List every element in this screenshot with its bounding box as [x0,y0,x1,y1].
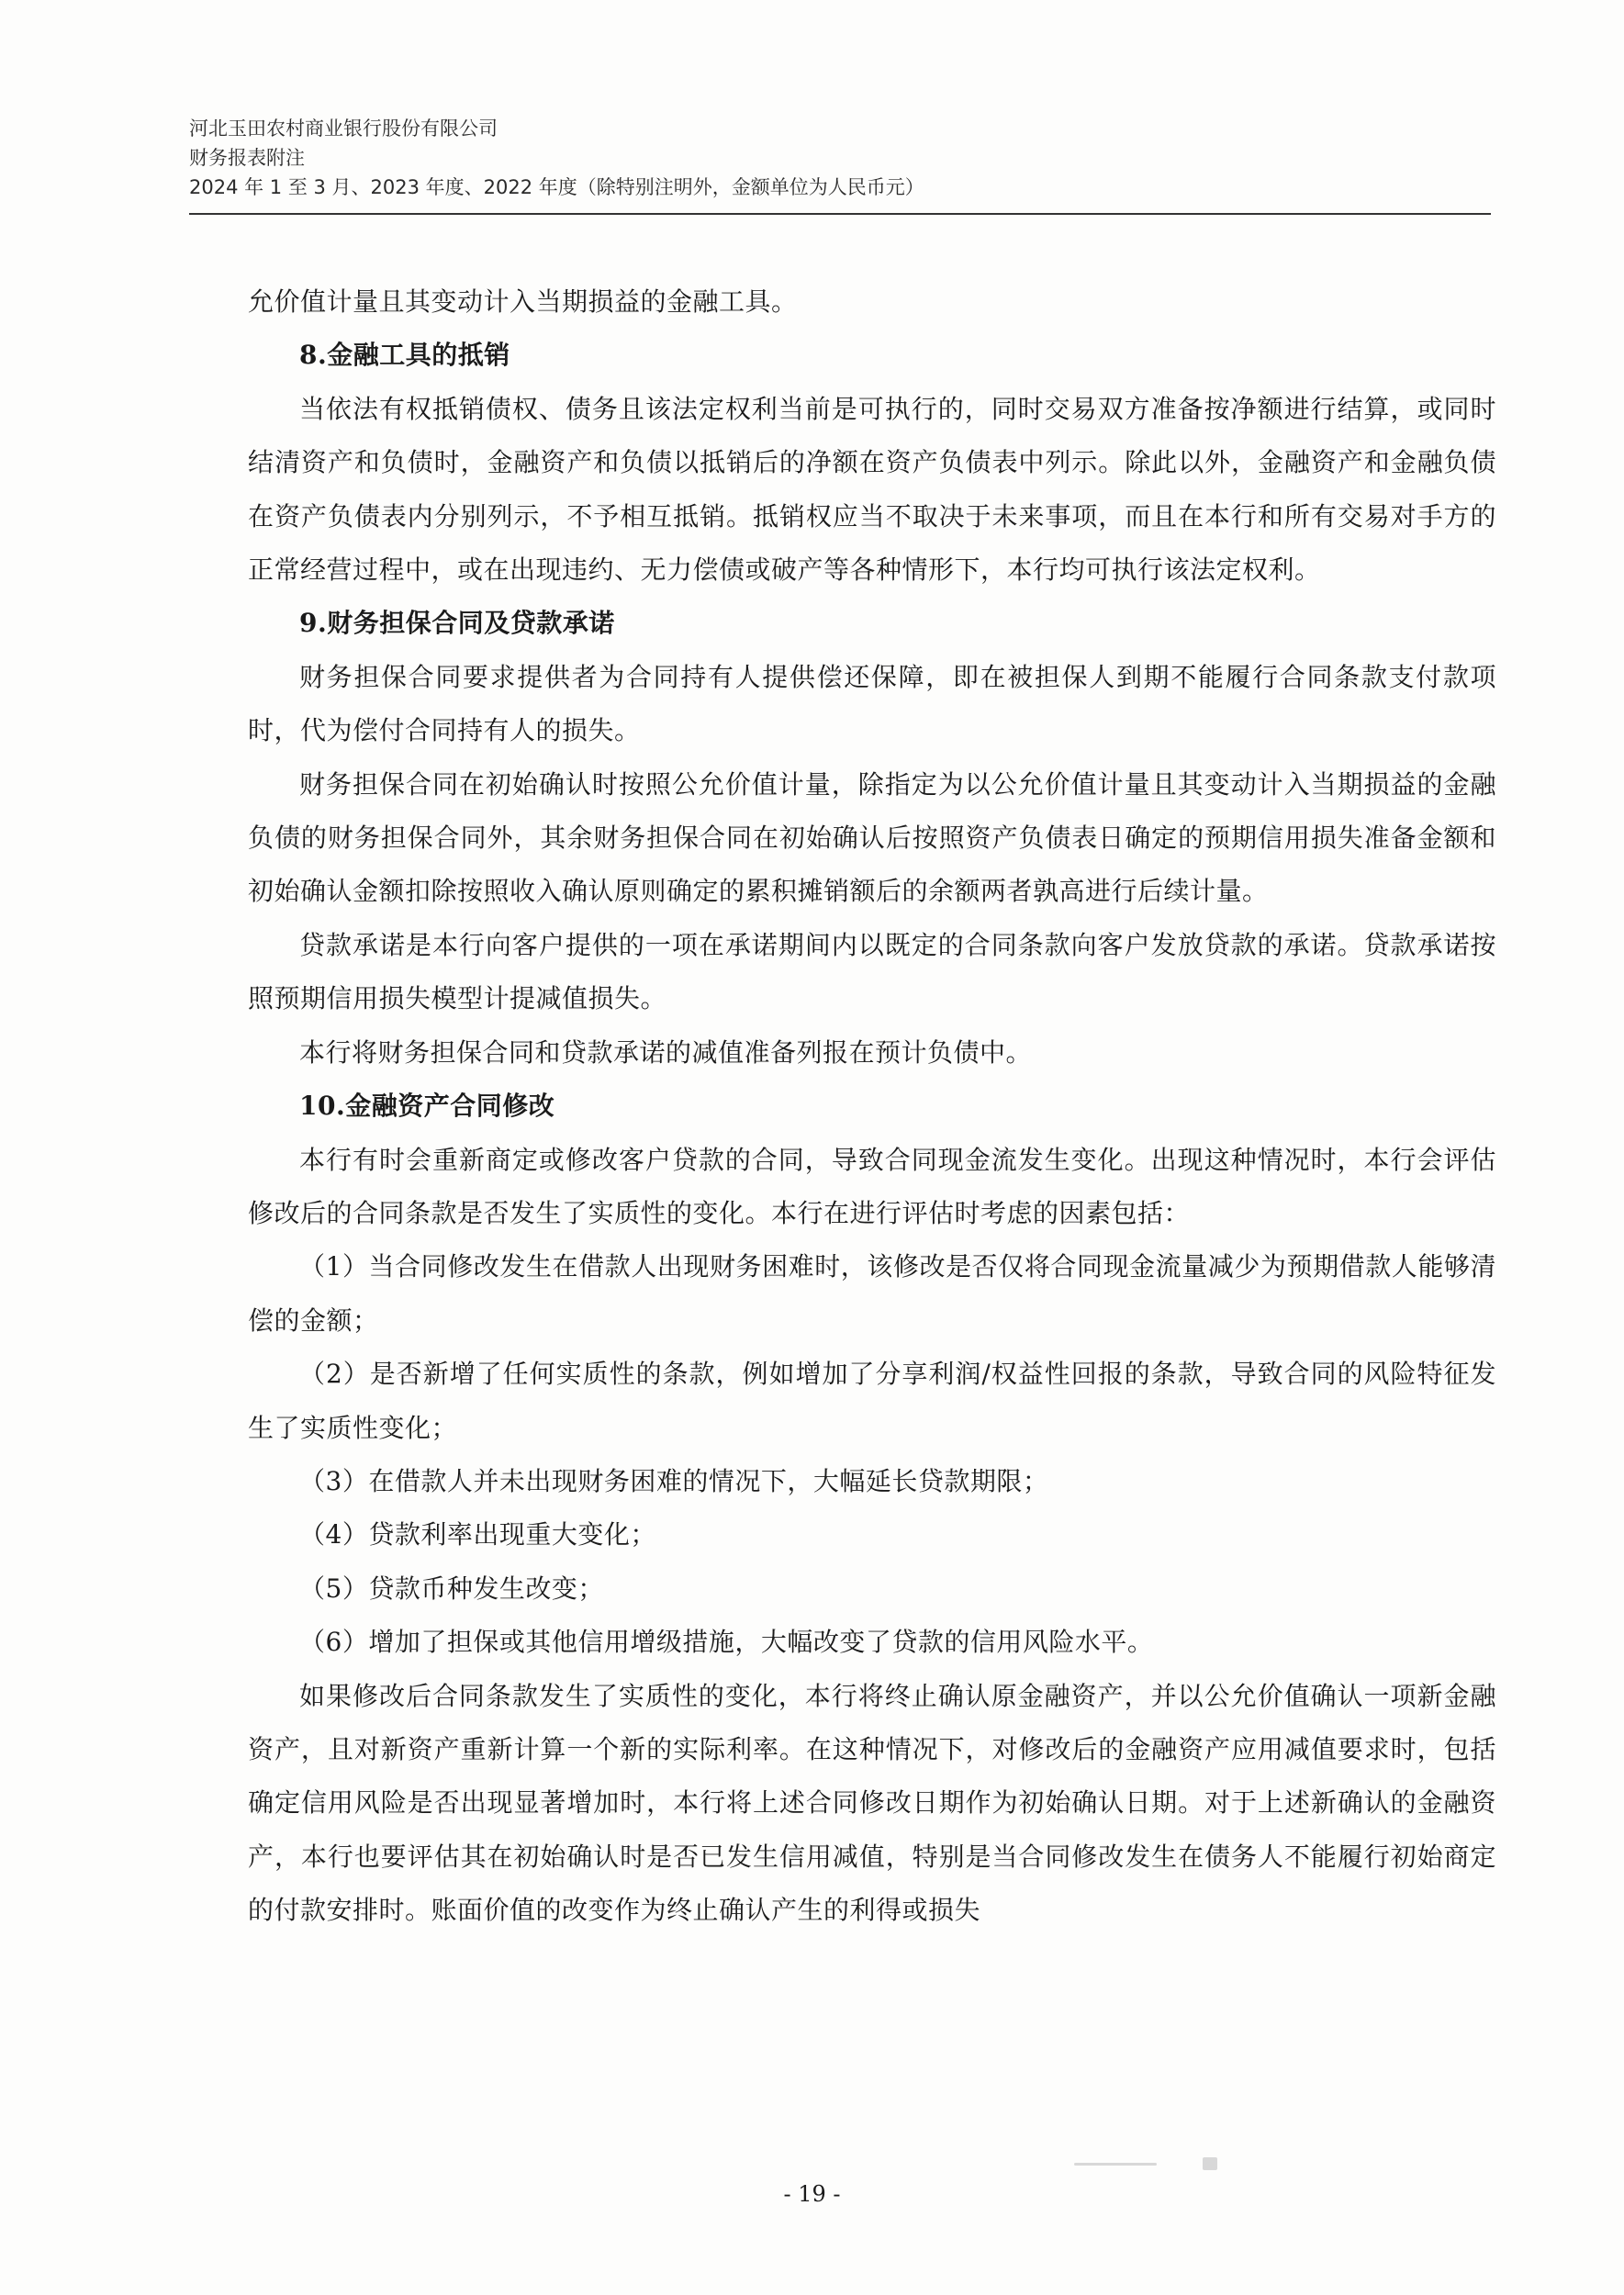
list-item: （1）当合同修改发生在借款人出现财务困难时，该修改是否仅将合同现金流量减少为预期借款人能够清偿的金额； [248,1251,1496,1336]
list-item: （3）在借款人并未出现财务困难的情况下，大幅延长贷款期限； [299,1465,1049,1496]
period-note: 2024 年 1 至 3 月、2023 年度、2022 年度（除特别注明外，金额单位为人民币元） [189,176,924,198]
header-divider [189,213,1491,215]
paragraph: 当依法有权抵销债权、债务且该法定权利当前是可执行的，同时交易双方准备按净额进行结算，或同时结清资产和负债时，金融资产和负债以抵销后的净额在资产负债表中列示。除此以外，金融资产和金融负债在资产负债表内分别列示，不予相互抵销。抵销权应当不取决于未来事项，而且在本行和所有交易对手方的正常经营过程中，或在出现违约、无力偿债或破产等各种情形下，本行均可执行该法定权利。 [248,393,1496,586]
page-footer [0,2181,1624,2207]
paragraph: 财务担保合同在初始确认时按照公允价值计量，除指定为以公允价值计量且其变动计入当期损益的金融负债的财务担保合同外，其余财务担保合同在初始确认后按照资产负债表日确定的预期信用损失准备金额和初始确认金额扣除按照收入确认原则确定的累积摊销额后的余额两者孰高进行后续计量。 [248,768,1496,907]
list-item: （4）贷款利率出现重大变化； [299,1519,656,1551]
page-header [189,114,1493,202]
paragraph: 财务担保合同要求提供者为合同持有人提供偿还保障，即在被担保人到期不能履行合同条款支付款项时，代为偿付合同持有人的损失。 [248,661,1496,746]
page-number: - 19 - [783,2181,841,2207]
section-heading-guarantee: 9.财务担保合同及贷款承诺 [299,608,615,639]
paragraph-continuation: 允价值计量且其变动计入当期损益的金融工具。 [248,286,798,317]
section-heading-modification: 10.金融资产合同修改 [299,1091,555,1122]
list-item: （2）是否新增了任何实质性的条款，例如增加了分享利润/权益性回报的条款，导致合同的风险特征发生了实质性变化； [248,1359,1496,1443]
scan-artifact [1074,2163,1157,2166]
paragraph: 如果修改后合同条款发生了实质性的变化，本行将终止确认原金融资产，并以公允价值确认一项新金融资产，且对新资产重新计算一个新的实际利率。在这种情况下，对修改后的金融资产应用减值要求时，包括确定信用风险是否出现显著增加时，本行将上述合同修改日期作为初始确认日期。对于上述新确认的金融资产，本行也要评估其在初始确认时是否已发生信用减值，特别是当合同修改发生在债务人不能履行初始商定的付款安排时。账面价值的改变作为终止确认产生的利得或损失 [248,1680,1496,1926]
section-heading-offset: 8.金融工具的抵销 [299,340,510,371]
document-title: 财务报表附注 [189,147,305,169]
paragraph: 贷款承诺是本行向客户提供的一项在承诺期间内以既定的合同条款向客户发放贷款的承诺。贷款承诺按照预期信用损失模型计提减值损失。 [248,929,1496,1014]
list-item: （5）贷款币种发生改变； [299,1573,604,1604]
paragraph: 本行有时会重新商定或修改客户贷款的合同，导致合同现金流发生变化。出现这种情况时，本行会评估修改后的合同条款是否发生了实质性的变化。本行在进行评估时考虑的因素包括： [248,1144,1496,1228]
paragraph: 本行将财务担保合同和贷款承诺的减值准备列报在预计负债中。 [299,1036,1033,1068]
document-body [248,275,1496,1938]
company-name: 河北玉田农村商业银行股份有限公司 [189,118,498,140]
list-item: （6）增加了担保或其他信用增级措施，大幅改变了贷款的信用风险水平。 [299,1627,1154,1658]
scan-artifact [1203,2157,1217,2170]
